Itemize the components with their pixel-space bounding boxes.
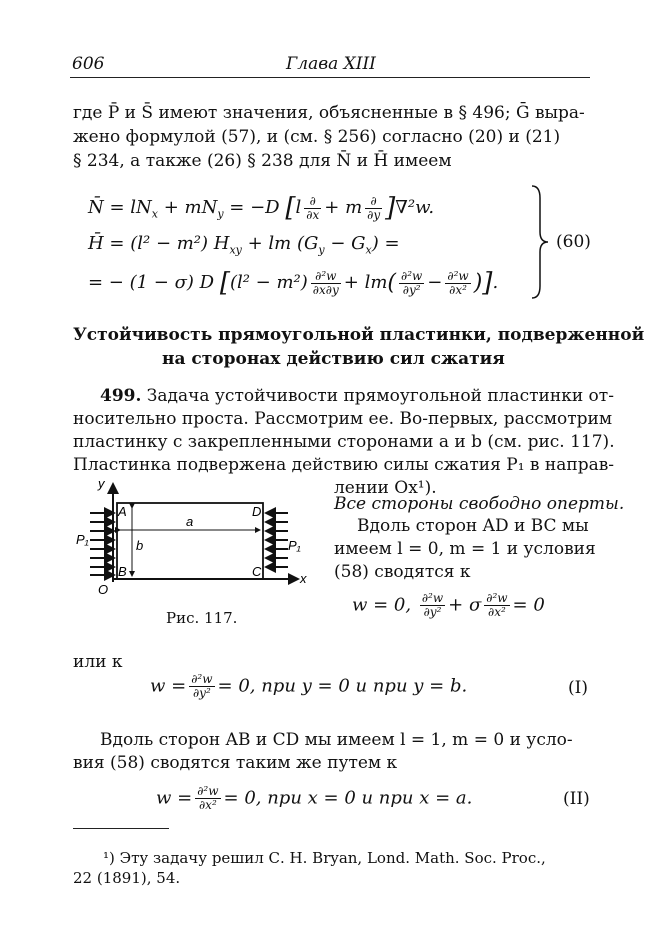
eq60-row-1: N̄ = $lN_x + mN_y = -D$ [l $\frac{\partial}{\partial x}$ + m $\frac{\partial}{\partial y}$ ]∇²w.: [88, 193, 435, 223]
eq60-number: (60): [556, 232, 591, 252]
fig-label-C: C: [252, 564, 262, 579]
right-col-line-1: Вдоль сторон AD и BC мы: [357, 516, 589, 536]
force-arrows-right: [266, 513, 288, 567]
all-sides-simply-supported: Все стороны свободно оперты.: [334, 494, 625, 514]
eq-boundary-1: w = 0, $\frac{\text{∂²w}}{\text{∂y²}}$ + σ $\frac{\text{∂²w}}{\text{∂x²}}$ = 0: [352, 591, 545, 619]
intro-line-3: § 234, а также (26) § 238 для N̄ и H̄ имеем: [73, 151, 452, 171]
footnote-rule: [73, 828, 169, 829]
fig-label-D: D: [252, 504, 262, 519]
para499-line-5: лении Ox¹).: [334, 478, 437, 498]
fig-label-a: a: [186, 514, 194, 529]
section-title-line-1: Устойчивость прямоугольной пластинки, подверженной: [73, 325, 645, 345]
footnote-line-2: 22 (1891), 54.: [73, 869, 181, 887]
eq60-row-2: H̄ = (l² − m²) $H_{xy}$ + lm $(G_y - G_x)$ =: [88, 233, 400, 257]
fig-label-x: x: [300, 571, 307, 586]
figure-caption: Рис. 117.: [166, 609, 238, 627]
eq-I-number: (I): [568, 678, 588, 698]
eq60-row-3: = − (1 − σ) D [(l² − m²) $\frac{\text{∂²w}}{\partial x\partial y}$ + lm( $\frac{\text{∂²w}}{\text{∂y²}}$ − $\frac{\text{∂²w}}{\text{∂x²}}$ )].: [88, 268, 499, 298]
section-title-line-2: на сторонах действию сил сжатия: [162, 349, 505, 369]
eq-I: w = $\frac{\text{∂²w}}{\text{∂y²}}$ = 0, при y = 0 и при y = b.: [150, 672, 468, 700]
fig-label-B: B: [118, 564, 127, 579]
page-number: 606: [72, 54, 105, 74]
para-cd-line-2: вия (58) сводятся таким же путем к: [73, 753, 398, 773]
eq60-brace: [530, 184, 552, 300]
ili-k: или к: [73, 652, 123, 672]
force-arrows-left: [90, 513, 114, 575]
eq-II-number: (II): [563, 789, 590, 809]
header-rule: [70, 77, 590, 78]
figure-117: [76, 476, 310, 598]
para499-line-1: 499. Задача устойчивости прямоугольной пластинки от-: [100, 386, 614, 406]
eq-II: w = $\frac{\text{∂²w}}{\text{∂x²}}$ = 0, при x = 0 и при x = a.: [156, 784, 473, 812]
footnote-line-1: ¹) Эту задачу решил С. Н. Bryan, Lond. Math. Soc. Proc.,: [103, 849, 546, 867]
right-col-line-3: (58) сводятся к: [334, 562, 471, 582]
fig-label-P-right: P₁: [288, 538, 301, 553]
para499-line-3: пластинку с закрепленными сторонами a и b (см. рис. 117).: [73, 432, 615, 452]
para499-line-4: Пластинка подвержена действию силы сжатия P₁ в направ-: [73, 455, 615, 475]
para-cd-line-1: Вдоль сторон AB и CD мы имеем l = 1, m = 0 и усло-: [100, 730, 573, 750]
chapter-title: Глава XIII: [286, 54, 376, 74]
fig-label-P-left: P₁: [76, 532, 89, 547]
fig-label-y: y: [98, 476, 105, 491]
fig-label-O: O: [98, 582, 109, 597]
intro-line-1: где P̄ и S̄ имеют значения, объясненные в § 496; Ḡ выра-: [73, 103, 585, 123]
para499-line-2: носительно проста. Рассмотрим ее. Во-первых, рассмотрим: [73, 409, 613, 429]
intro-line-2: жено формулой (57), и (см. § 256) согласно (20) и (21): [73, 127, 561, 147]
fig-label-A: A: [118, 504, 127, 519]
fig-label-b: b: [136, 538, 144, 553]
right-col-line-2: имеем l = 0, m = 1 и условия: [334, 539, 596, 559]
